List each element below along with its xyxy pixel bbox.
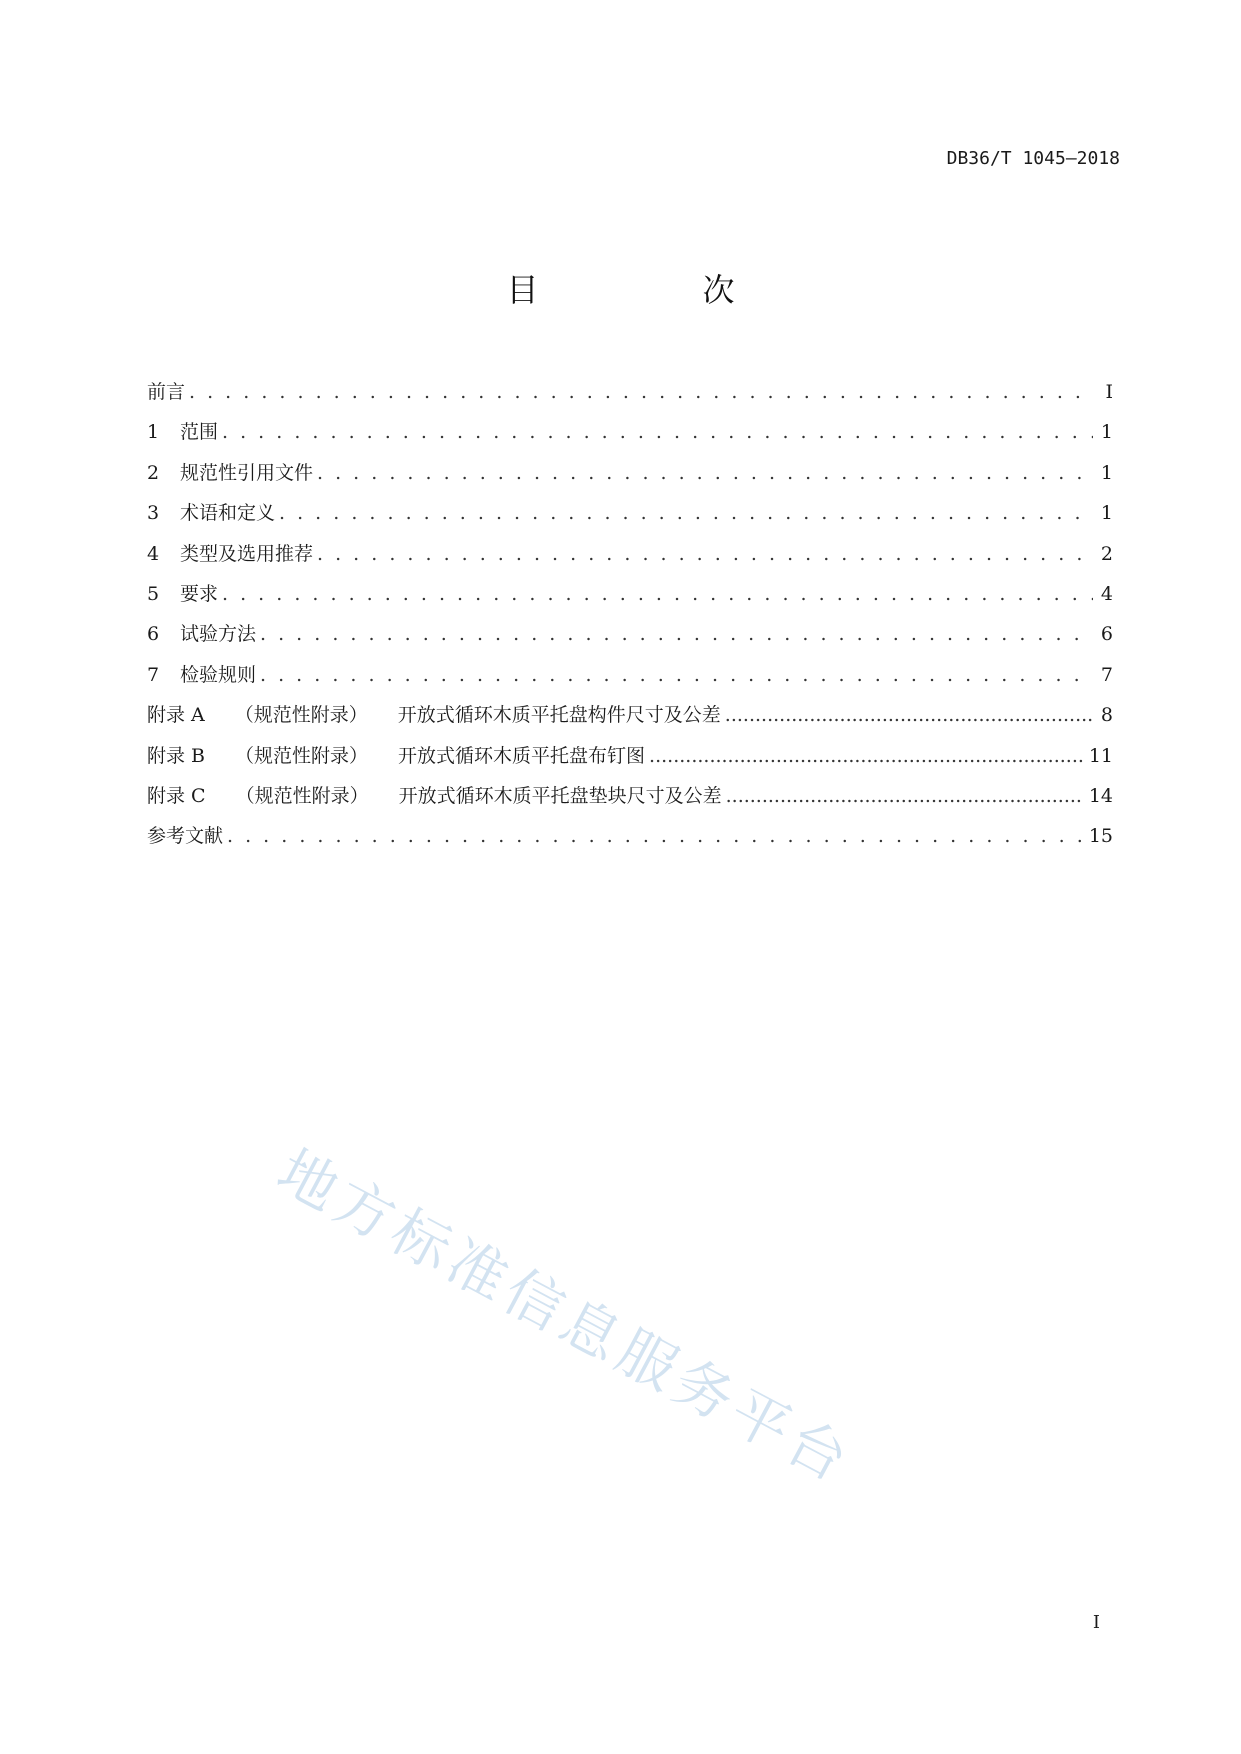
toc-entry-page: 2 [1100,542,1113,565]
toc-entry-1[interactable] [147,412,1113,452]
toc-leader-dots [222,412,1093,452]
page-title: 目 次 [506,271,801,309]
toc-entry-appendix-a[interactable] [147,695,1113,735]
toc-leader-dots [260,655,1093,695]
toc-entry-label: 规范性引用文件 [180,461,314,484]
toc-leader-dots [726,776,1083,816]
toc-entry-4[interactable] [147,534,1113,574]
toc-entry-page: 6 [1100,623,1113,646]
toc-entry-label: 要求 [180,582,219,605]
toc-entry-3[interactable] [147,493,1113,533]
toc-entry-label: 类型及选用推荐 [180,542,314,565]
toc-entry-number: 4 [147,542,160,565]
toc-entry-2[interactable] [147,453,1113,493]
toc-appendix-id: 附录 A [147,704,205,727]
toc-appendix-type: （规范性附录） [235,784,369,807]
toc-entry-number: 5 [147,582,160,605]
toc-entry-references[interactable] [147,816,1113,856]
toc-entry-page: I [1105,381,1113,403]
toc-entry-label: 试验方法 [180,623,257,646]
toc-appendix-id: 附录 B [147,744,206,767]
toc-entry-label: 前言 [147,381,186,403]
toc-entry-label: 参考文献 [147,825,224,848]
toc-entry-page: 7 [1100,663,1113,686]
toc-leader-dots [317,534,1093,574]
toc-leader-dots [317,453,1093,493]
toc-entry-7[interactable] [147,655,1113,695]
toc-leader-dots [279,493,1093,533]
toc-entry-number: 1 [147,421,160,444]
toc-appendix-id: 附录 C [147,784,206,807]
toc-entry-5[interactable] [147,574,1113,614]
toc-appendix-type: （规范性附录） [235,744,369,767]
toc-entry-label: 术语和定义 [180,502,276,525]
toc-entry-label: 检验规则 [180,663,257,686]
toc-leader-dots [189,372,1093,412]
toc-leader-dots [260,614,1093,654]
toc-leader-dots [725,695,1093,735]
toc-entry-page: 11 [1088,744,1113,767]
toc-entry-preface[interactable] [147,372,1113,412]
toc-entry-label: 范围 [180,421,219,444]
toc-entry-number: 3 [147,502,160,525]
watermark: 地方标准信息服务平台 [266,1136,864,1497]
toc-leader-dots [222,574,1093,614]
table-of-contents [147,372,1113,857]
page-number: I [1092,1612,1100,1633]
toc-entry-page: 4 [1100,582,1113,605]
toc-entry-number: 6 [147,623,160,646]
toc-entry-number: 2 [147,461,160,484]
toc-entry-page: 15 [1088,825,1113,848]
toc-entry-appendix-c[interactable] [147,776,1113,816]
toc-appendix-type: （规范性附录） [234,704,368,727]
toc-entry-number: 7 [147,663,160,686]
toc-leader-dots [227,816,1083,856]
toc-entry-page: 14 [1088,784,1113,807]
document-number: DB36/T 1045—2018 [946,148,1120,169]
toc-entry-page: 8 [1100,704,1113,727]
toc-entry-page: 1 [1100,461,1113,484]
toc-entry-page: 1 [1100,421,1113,444]
toc-entry-appendix-b[interactable] [147,736,1113,776]
toc-entry-page: 1 [1100,502,1113,525]
toc-entry-label: 开放式循环木质平托盘布钉图 [398,744,646,767]
toc-entry-label: 开放式循环木质平托盘垫块尺寸及公差 [398,784,722,807]
toc-entry-6[interactable] [147,614,1113,654]
toc-leader-dots [649,736,1083,776]
toc-entry-label: 开放式循环木质平托盘构件尺寸及公差 [397,704,721,727]
